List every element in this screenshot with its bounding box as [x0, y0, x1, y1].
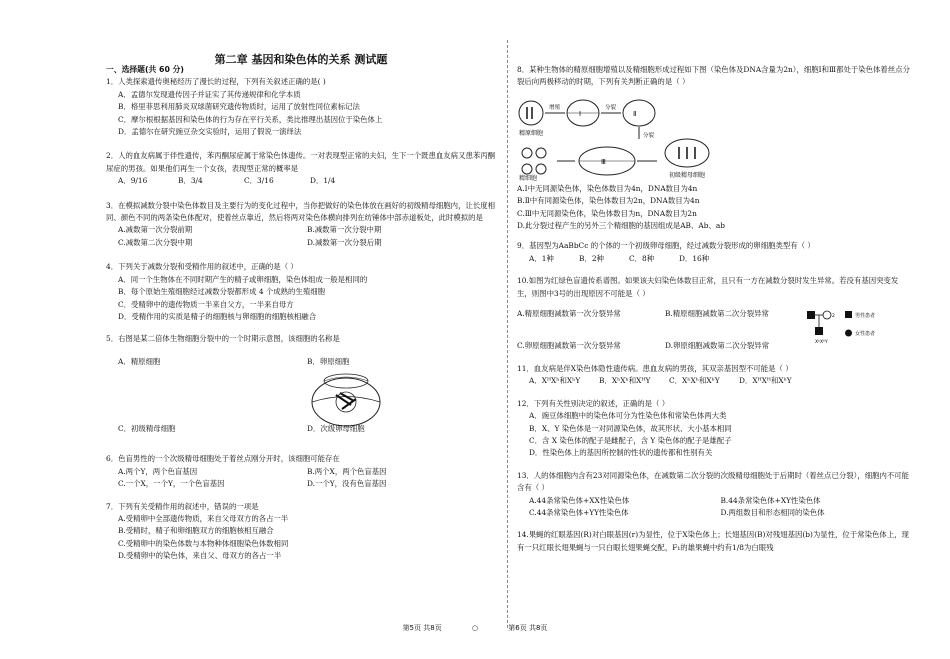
option-a: A．1种 [529, 253, 554, 263]
question-1 [106, 76, 496, 138]
label-cell-2: Ⅱ [633, 109, 637, 118]
option-b: B．X、Y 染色体是一对同源染色体，故其形状、大小基本相同 [529, 423, 732, 433]
option-d: D.一个Y，没有色盲基因 [307, 479, 387, 489]
section-heading: 一、选择题(共 60 分) [106, 65, 184, 74]
options-row [106, 466, 496, 478]
label-split: 分裂 [605, 104, 617, 111]
label-spermatogonium: 精原细胞 [519, 129, 544, 137]
options-row [517, 507, 912, 519]
option-c: C．摩尔根根据基因和染色体的行为存在平行关系，类比推理出基因位于染色体上 [118, 114, 383, 124]
question-stem: 6．色盲男性的一个次级精母细胞处于着丝点刚分开时，该细胞可能存在 [106, 454, 340, 464]
option-a: A．孟德尔发现遗传因子并证实了其传递规律和化学本质 [118, 89, 301, 99]
option-b: B．3/4 [178, 176, 203, 186]
question-stem: 1．人类探索遗传奥秘经历了漫长的过程，下列有关叙述正确的是( ) [106, 77, 326, 87]
svg-text:2: 2 [832, 314, 835, 320]
option-b: B．2种 [579, 253, 604, 263]
option-b: B．格里菲思利用肺炎双球菌研究遗传物质时，运用了放射性同位素标记法 [118, 102, 360, 112]
question-stem: 3．在模拟减数分裂中染色体数目及主要行为的变化过程中，当你把做好的染色体放在画好的初级精母细胞内，让长度相同、颜色不同的两条染色体配对，使着丝点靠近，然后将两对染色体横向排列在纺锤体中部赤道板处，此时模拟的是 [106, 200, 496, 223]
label-cell-1: Ⅰ [579, 109, 582, 118]
pedigree-figure [805, 305, 905, 353]
left-column [106, 64, 496, 569]
question-8 [517, 64, 912, 232]
question-stem: 4．下列关于减数分裂和受精作用的叙述中，正确的是（ ） [106, 262, 298, 272]
option-a: A．精原细胞 [118, 356, 161, 366]
option-c: C．XʰXʰ和XʰY [669, 376, 720, 386]
label-sperm: 精细胞 [519, 174, 538, 181]
option-d: D．1/4 [310, 176, 336, 186]
option-d: D．性染色体上的基因所控制的性状的遗传都和性别有关 [529, 448, 713, 458]
option-a: A．同一个生物体在不同时期产生的精子或卵细胞，染色体组成一般是相同的 [118, 274, 368, 284]
question-9 [517, 240, 912, 265]
option-d: D.减数第一次分裂后期 [307, 237, 382, 247]
question-stem: 2．人的血友病属于伴性遗传，苯丙酮尿症属于常染色体遗传。一对表现型正常的夫妇，生下一个既患血友病又患苯丙酮尿症的男孩。如果他们再生一个女孩，表现型正常的概率是 [106, 151, 496, 173]
options-row [106, 224, 496, 236]
footer-page-right: 第6页 共8页 [508, 624, 548, 632]
page-title: 第二章 基因和染色体的关系 测试题 [214, 53, 388, 66]
option-a: A.44条常染色体+XX性染色体 [529, 495, 630, 505]
question-5 [106, 333, 496, 443]
option-b: B.减数第一次分裂中期 [307, 225, 382, 235]
option-b: B．XʰXʰ和XᴴY [599, 376, 651, 386]
options-row [106, 356, 496, 368]
option-c: C．8种 [629, 253, 655, 263]
question-2 [106, 150, 496, 187]
option-a: A．XᴴXʰ和XʰY [529, 376, 581, 386]
option-c: C.减数第二次分裂中期 [118, 237, 193, 247]
legend-female-affected: 女性患者 [855, 331, 876, 338]
option-a: A.受精卵中全部遗传物质，来自父母双方的各占一半 [118, 513, 289, 523]
footer-circle-icon: ○ [471, 624, 479, 632]
label-primary: 初级精母细胞 [669, 171, 706, 179]
label-split-2: 分裂 [643, 132, 655, 139]
option-d: D．受精作用的实质是精子的细胞核与卵细胞的细胞核相融合 [118, 311, 317, 321]
option-b: B．每个原始生殖细胞经过减数分裂都形成 4 个成熟的生殖细胞 [118, 287, 325, 297]
option-d: D．次级卵母细胞 [307, 424, 365, 434]
question-stem: 9．基因型为AaBbCc 的个体的一个初级卵母细胞，经过减数分裂形成的卵细胞类型有（ ） [517, 241, 815, 251]
option-a: A．9/16 [118, 176, 148, 186]
question-stem: 7．下列有关受精作用的叙述中，错误的一项是 [106, 501, 259, 511]
option-b: B.Ⅱ中有同源染色体，染色体数目为2n，DNA数目为4n [517, 196, 700, 206]
question-stem: 12．下列有关性别决定的叙述，正确的是（ ） [517, 398, 670, 408]
options-row [106, 423, 496, 435]
options-row [517, 253, 912, 265]
question-stem: 10.如图为红绿色盲遗传系谱图。如果该夫妇染色体数目正常，且只有一方在减数分裂时发生异常。若没有基因突变发生，则图中3号的出现原因不可能是（ ） [517, 276, 899, 298]
options-row [517, 495, 912, 507]
option-c: C.Ⅲ中无同源染色体，染色体数目为n，DNA数目为2n [517, 208, 697, 218]
question-7 [106, 501, 496, 563]
option-d: D.两组数目和形态相同的染色体 [720, 507, 825, 517]
option-c: C.卵原细胞减数第一次分裂异常 [517, 341, 621, 351]
option-d: D．16种 [679, 253, 710, 263]
option-c: C．3/16 [244, 176, 274, 186]
dividing-cell-figure [306, 369, 386, 429]
option-b: B.两个X，两个色盲基因 [307, 466, 387, 476]
spermatogenesis-figure [517, 91, 747, 181]
option-c: C.44条常染色体+YY性染色体 [529, 507, 629, 517]
sperm-cells-icon [522, 148, 546, 174]
option-b: B．卵原细胞 [307, 356, 350, 366]
option-a: A.精原细胞减数第一次分裂异常 [517, 309, 621, 319]
question-13 [517, 470, 912, 520]
question-12 [517, 398, 912, 460]
page-footer [0, 623, 950, 633]
option-d: D．XᴴXᴴ和XʰY [739, 376, 792, 386]
option-c: C.受精卵中的染色体数与本物种体细胞染色体数相同 [118, 538, 289, 548]
option-d: D．孟德尔在研究豌豆杂交实验时，运用了假说一演绎法 [118, 127, 302, 137]
options-row [517, 375, 912, 387]
option-a: A.Ⅰ中无同源染色体，染色体数目为4n，DNA数目为4n [517, 183, 698, 193]
option-d: D.此分裂过程产生的另外三个精细胞的基因组成是AB、Ab、ab [517, 221, 725, 231]
question-11 [517, 363, 912, 388]
option-a: A.减数第一次分裂前期 [118, 225, 193, 235]
question-stem: 13．人的体细胞内含有23对同源染色体，在减数第二次分裂的次级精母细胞处于后期时（着丝点已分裂），细胞内不可能含有（ ） [517, 470, 910, 493]
question-6 [106, 453, 496, 490]
footer-page-left: 第5页 共8页 [402, 624, 442, 632]
column-divider [507, 40, 508, 628]
options-row [106, 478, 496, 490]
option-b: B.精原细胞减数第二次分裂异常 [665, 309, 769, 319]
question-stem: 8．某种生物体的精原细胞增殖以及精细胞形成过程如下图（染色体及DNA含量为2n），细胞Ⅰ和Ⅲ都处于染色体着丝点分裂后向两极移动的时期，下列有关判断正确的是（ ） [517, 65, 910, 87]
options-row [106, 237, 496, 249]
question-14 [517, 529, 912, 554]
option-a: A.两个Y，两个色盲基因 [118, 466, 198, 476]
question-stem: 5．右图是某二倍体生物细胞分裂中的一个时期示意图，该细胞的名称是 [106, 334, 340, 344]
option-a: A．豌豆体细胞中的染色体可分为性染色体和常染色体两大类 [529, 411, 727, 421]
option-c: C.一个X，一个Y，一个色盲基因 [118, 479, 225, 489]
options-row [106, 175, 496, 187]
option-b: B.受精时，精子和卵细胞双方的细胞核相互融合 [118, 526, 274, 536]
option-c: C．初级精母细胞 [118, 424, 176, 434]
legend-male-affected: 男性患者 [855, 313, 876, 320]
question-10 [517, 275, 912, 353]
option-b: B.44条常染色体+XY性染色体 [720, 495, 821, 505]
question-3 [106, 200, 496, 250]
karyotype-label: XᵇXᵇY [815, 340, 828, 346]
label-cell-3: Ⅲ [601, 157, 606, 166]
question-stem: 11．血友病是伴X染色体隐性遗传病。患血友病的男孩，其双亲基因型不可能是（ ） [517, 363, 793, 373]
option-c: C．含 X 染色体的配子是雌配子，含 Y 染色体的配子是雄配子 [529, 435, 732, 445]
question-stem: 14.果蝇的红眼基因(R)对白眼基因(r)为显性，位于X染色体上；长翅基因(B)对残翅基因(b)为显性，位于常染色体上，现有一只红眼长翅果蝇与一只白眼长翅果蝇交配，F₁的雄果蝇中约有1/8为白眼残 [517, 530, 909, 552]
option-c: C．受精卵中的遗传物质一半来自父方，一半来自母方 [118, 299, 294, 309]
right-column [517, 64, 912, 560]
question-4 [106, 261, 496, 323]
label-proliferate: 增殖 [549, 104, 561, 111]
option-d: D.受精卵中的染色体，来自父、母双方的各占一半 [118, 551, 282, 561]
option-d: D.卵原细胞减数第二次分裂异常 [665, 341, 770, 351]
